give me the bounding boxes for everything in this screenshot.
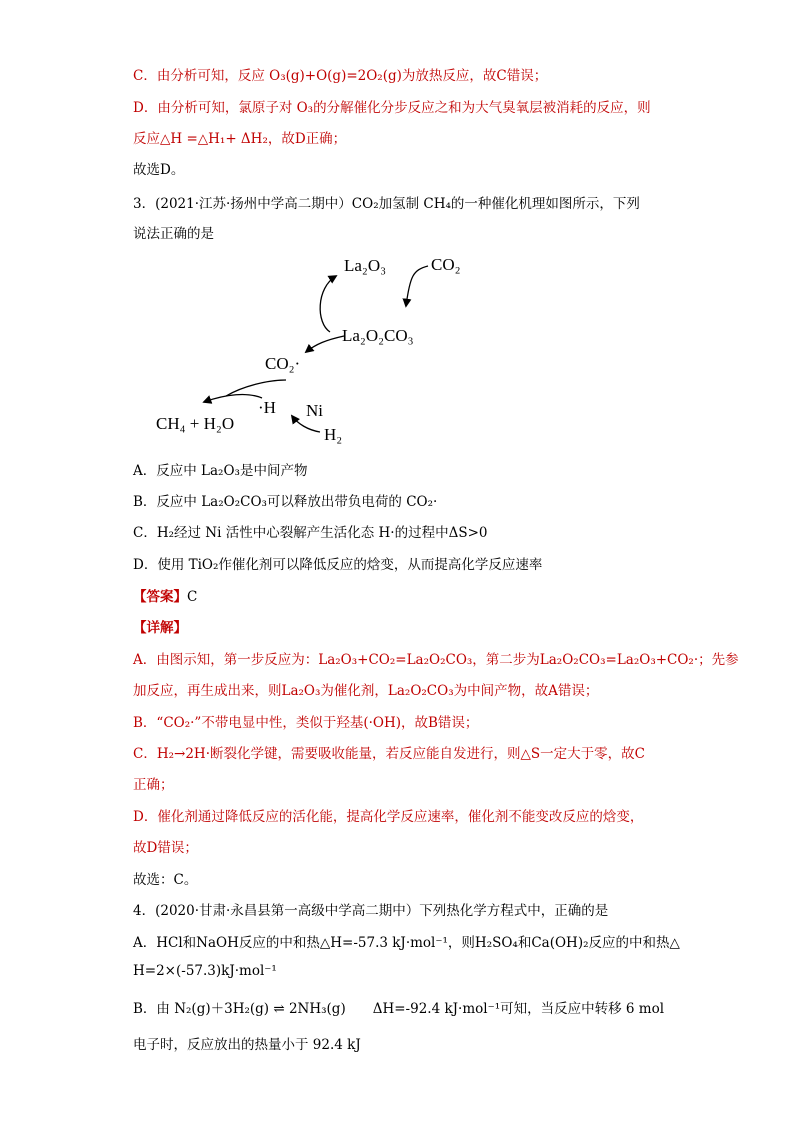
question-4-stem: 4．(2020·甘肃·永昌县第一高级中学高二期中）下列热化学方程式中，正确的是 [133, 903, 609, 919]
text-line: 故选D。 [133, 162, 185, 178]
explanation-line: B．“CO₂·”不带电显中性，类似于羟基(·OH)，故B错误； [133, 715, 479, 731]
answer-tag: 【答案】 [133, 589, 187, 605]
arrow-to-products [204, 395, 262, 402]
arrow-to-la2o3 [320, 276, 336, 332]
conclusion-line: 故选：C。 [133, 872, 198, 888]
label-products: CH₄ + H₂O [156, 414, 235, 433]
arrow-co2-in [406, 266, 428, 306]
option-a: A．反应中 La₂O₃是中间产物 [133, 463, 308, 479]
label-co2-in: CO₂ [431, 255, 461, 274]
label-ni: Ni [306, 401, 323, 420]
text-line: 反应△H =△H₁+ ΔH₂，故D正确； [133, 131, 347, 147]
explanation-line: 正确； [133, 777, 174, 793]
explanation-line: 故D错误； [133, 840, 198, 856]
q4-option-a: A．HCl和NaOH反应的中和热△H=-57.3 kJ·mol⁻¹，则H₂SO₄和Ca(OH)₂反应的中和热△ [133, 935, 680, 951]
label-la2o2co3: La₂O₂CO₃ [342, 326, 414, 345]
explanation-line: 加反应，再生成出来，则La₂O₃为催化剂，La₂O₂CO₃为中间产物，故A错误； [133, 683, 599, 699]
option-d: D．使用 TiO₂作催化剂可以降低反应的焓变，从而提高化学反应速率 [133, 557, 543, 573]
option-b: B．反应中 La₂O₂CO₃可以释放出带负电荷的 CO₂· [133, 494, 438, 510]
explanation-line: D．催化剂通过降低反应的活化能，提高化学反应速率，催化剂不能变改反应的焓变， [133, 809, 644, 825]
text-line: D．由分析可知，氯原子对 O₃的分解催化分步反应之和为大气臭氧层被消耗的反应，则 [133, 100, 651, 116]
q4-option-a-cont: H=2×(-57.3)kJ·mol⁻¹ [133, 963, 277, 979]
label-h-radical: ·H [258, 398, 276, 417]
explanation-line: A．由图示知，第一步反应为：La₂O₃+CO₂=La₂O₂CO₃，第二步为La₂O₂CO₃=La₂O₃+CO₂·；先参 [133, 652, 739, 668]
answer-value: C [187, 589, 198, 605]
detail-tag: 【详解】 [133, 620, 187, 636]
label-la2o3: La₂O₃ [344, 256, 387, 275]
bond-line-co2 [226, 380, 286, 396]
label-h2: H₂ [324, 425, 343, 444]
q4-option-b: B．由 N₂(g)＋3H₂(g) ⇌ 2NH₃(g) ΔH=-92.4 kJ·mol⁻¹可知，当反应中转移 6 mol [133, 1001, 665, 1017]
label-co2-radical: CO₂· [265, 354, 301, 373]
answer-line [133, 588, 663, 606]
q4-option-b-cont: 电子时，反应放出的热量小于 92.4 kJ [133, 1037, 361, 1053]
text-line: C．由分析可知，反应 O₃(g)+O(g)=2O₂(g)为放热反应，故C错误； [133, 68, 548, 84]
question-3-stem-cont: 说法正确的是 [133, 226, 214, 242]
catalysis-mechanism-diagram [148, 248, 461, 448]
explanation-line: C．H₂→2H·断裂化学键，需要吸收能量，若反应能自发进行，则△S一定大于零，故C [133, 746, 645, 762]
question-3-stem: 3．(2021·江苏·扬州中学高二期中）CO₂加氢制 CH₄的一种催化机理如图所示，下列 [133, 196, 640, 212]
option-c: C．H₂经过 Ni 活性中心裂解产生活化态 H·的过程中ΔS>0 [133, 525, 488, 541]
arrow-to-co2-radical [306, 336, 344, 352]
